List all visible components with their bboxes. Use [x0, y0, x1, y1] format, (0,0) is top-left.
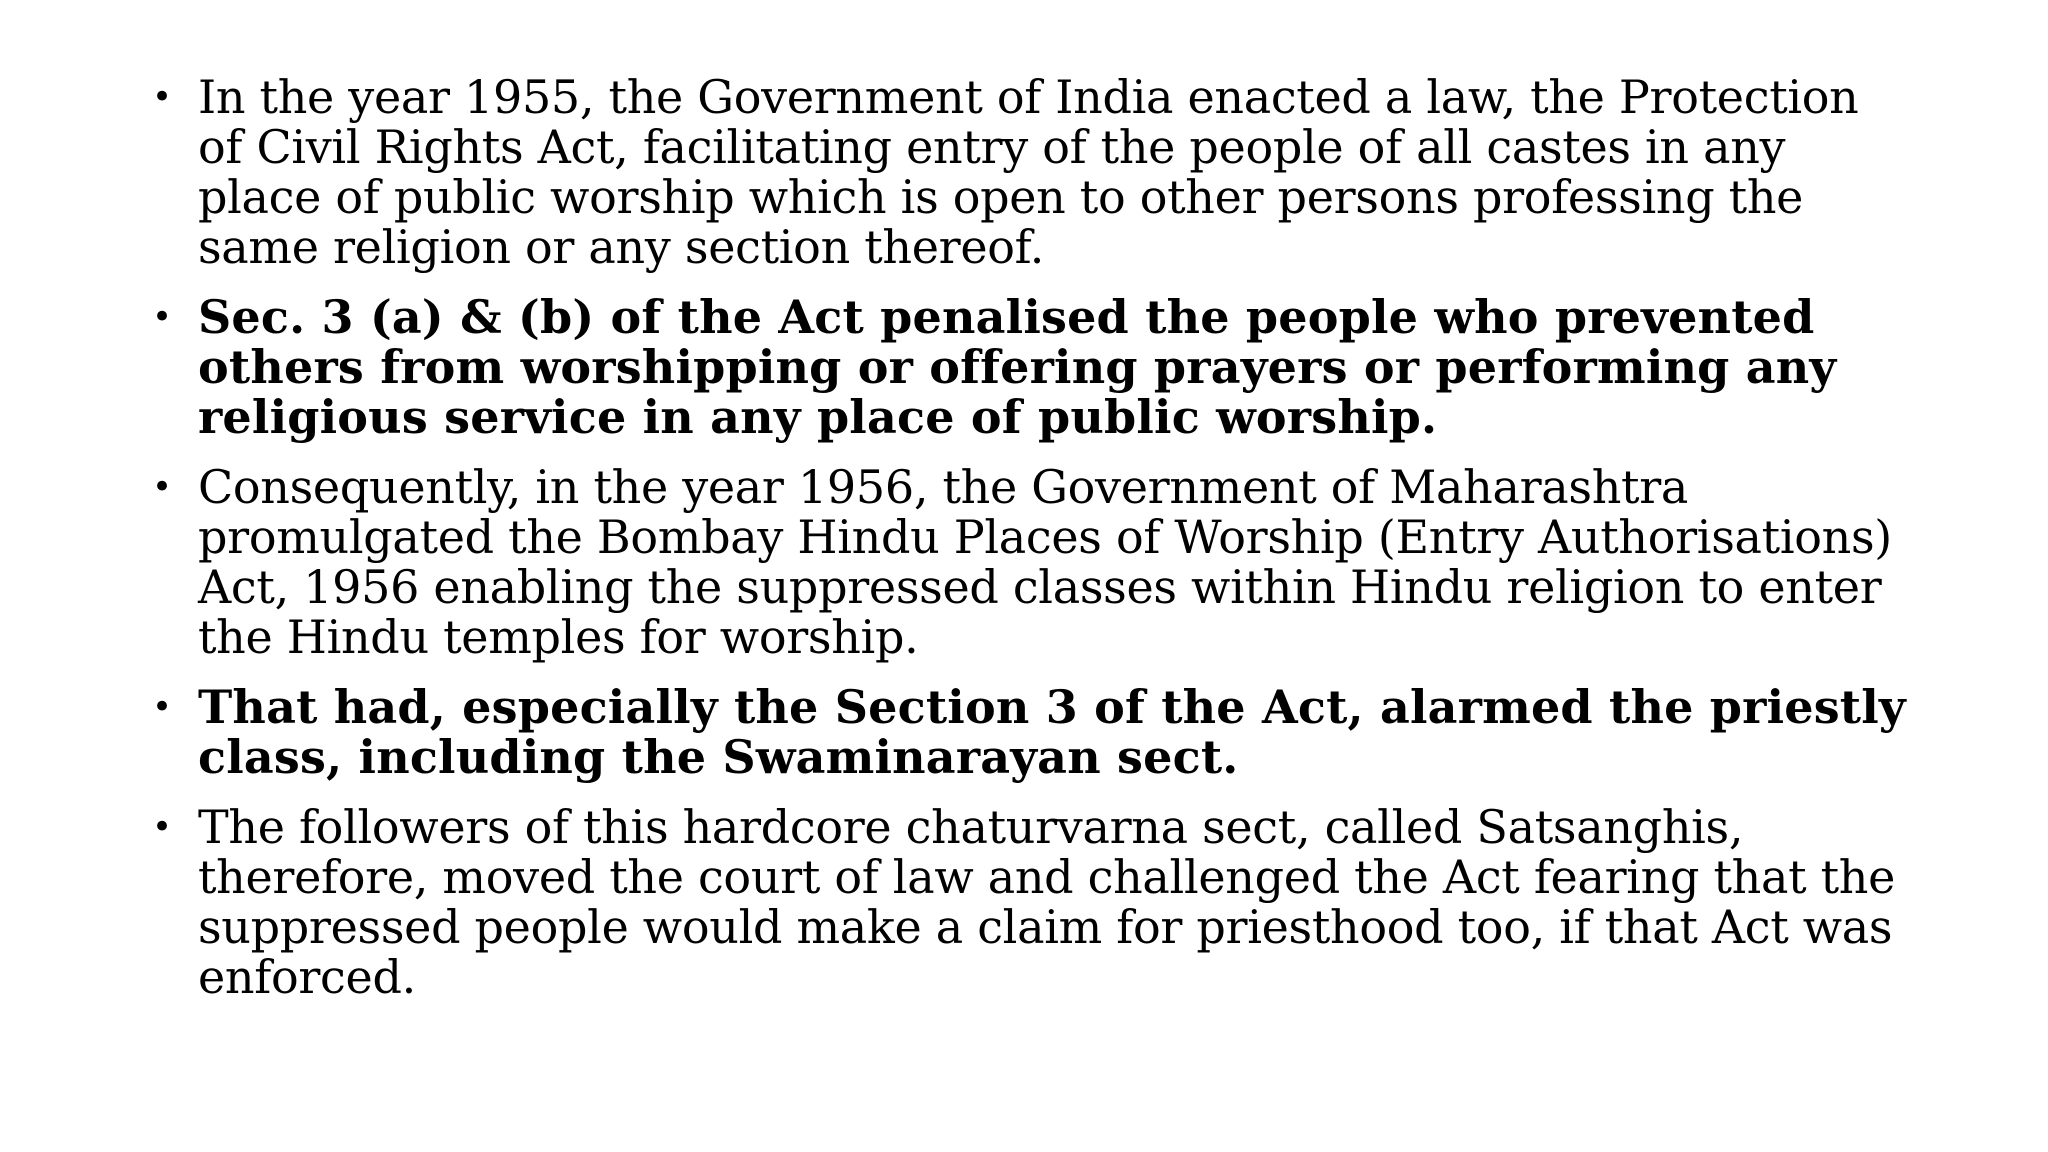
bullet-list — [150, 72, 1910, 1022]
bullet-item-section-3 — [150, 292, 1910, 442]
bullet-text: That had, especially the Section 3 of the Act, alarmed the priestly class, including the Swaminarayan sect. — [198, 680, 1906, 784]
bullet-icon: • — [152, 467, 172, 507]
bullet-text: In the year 1955, the Government of India enacted a law, the Protection of Civil Rights Act, facilitating entry of the people of all castes in any place of public worship which is open to other persons professing the same religion or any section thereof. — [198, 70, 1859, 274]
bullet-icon: • — [152, 807, 172, 847]
bullet-icon: • — [152, 297, 173, 337]
bullet-icon: • — [152, 687, 173, 727]
bullet-item-priestly-class — [150, 682, 1910, 782]
bullet-text: Consequently, in the year 1956, the Government of Maharashtra promulgated the Bombay Hindu Places of Worship (Entry Authorisations) Act, 1956 enabling the suppressed classes within Hindu religion to enter the Hindu temples for worship. — [198, 460, 1892, 664]
bullet-icon: • — [152, 77, 172, 117]
bullet-item-satsanghis — [150, 802, 1910, 1002]
bullet-item-civil-rights-act — [150, 72, 1910, 272]
bullet-text: Sec. 3 (a) & (b) of the Act penalised the people who prevented others from worshipping or offering prayers or performing any religious service in any place of public worship. — [198, 290, 1837, 444]
bullet-text: The followers of this hardcore chaturvarna sect, called Satsanghis, therefore, moved the court of law and challenged the Act fearing that the suppressed people would make a claim for priesthood too, if that Act was enforced. — [198, 800, 1896, 1004]
bullet-item-bombay-act — [150, 462, 1910, 662]
